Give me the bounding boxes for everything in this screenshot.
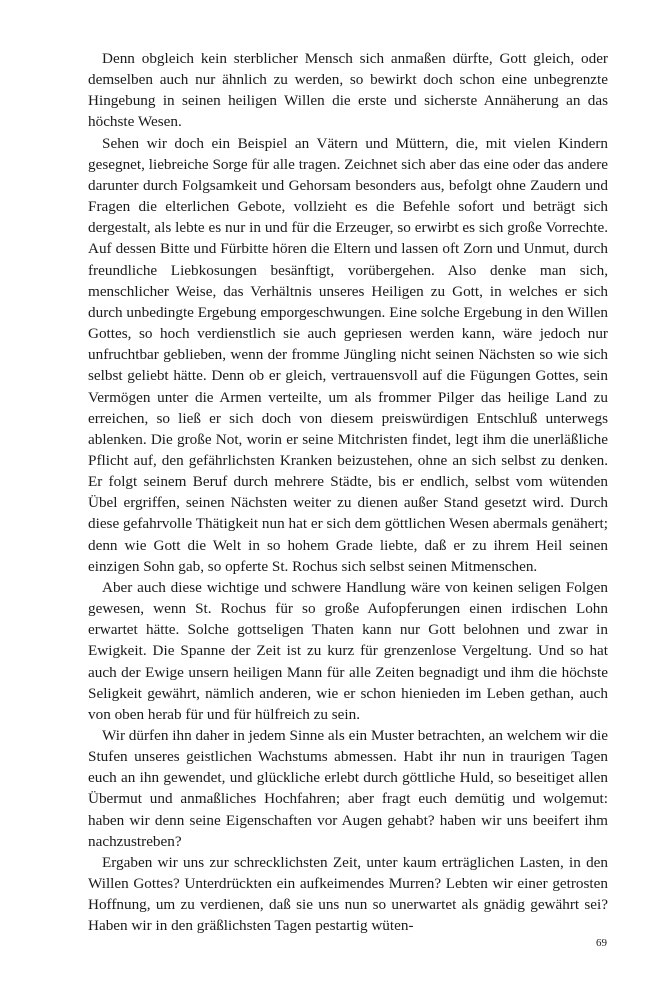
paragraph-1: Denn obgleich kein sterblicher Mensch sich anmaßen dürfte, Gott gleich, oder demselben auch nur ähnlich zu werden, so bewirkt doch schon eine unbegrenzte Hingebung in seinen heiligen Willen die erste und sicherste Annäherung an das höchste Wesen. — [88, 50, 608, 131]
page-body — [88, 48, 608, 937]
paragraph-4: Wir dürfen ihn daher in jedem Sinne als ein Muster betrachten, an welchem wir die Stufen unseres geistlichen Wachstums abmessen. Habt ihr nun in traurigen Tagen euch an ihn gewendet, und glückliche erlebt durch göttliche Huld, so beseitiget allen Übermut und anmaßliches Hochfahren; aber fragt euch demütig und wolgemut: haben wir denn seine Eigenschaften vor Augen gehabt? haben wir uns beeifert ihm nachzustreben? — [88, 727, 608, 850]
paragraph-5: Ergaben wir uns zur schrecklichsten Zeit, unter kaum erträglichen Lasten, in den Willen Gottes? Unterdrückten ein aufkeimendes Murren? Lebten wir einer getrosten Hoffnung, um zu verdienen, daß sie uns nun so unerwartet als gnädig gewährt sei? Haben wir in den gräßlichsten Tagen pestartig wüten- — [88, 853, 608, 935]
paragraph-3: Aber auch diese wichtige und schwere Handlung wäre von keinen seligen Folgen gewesen, wenn St. Rochus für so große Aufopferungen einen irdischen Lohn erwartet hätte. Solche gottseligen Thaten kann nur Gott belohnen und zwar in Ewigkeit. Die Spanne der Zeit ist zu kurz für grenzenlose Vergeltung. Und so hat auch der Ewige unsern heiligen Mann für alle Zeiten begnadigt und ihm die höchste Seligkeit gewährt, nämlich anderen, wie er schon hienieden im Leben gethan, auch von oben herab für und für hülfreich zu sein. — [88, 578, 608, 723]
paragraph-2: Sehen wir doch ein Beispiel an Vätern und Müttern, die, mit vielen Kindern gesegnet, liebreiche Sorge für alle tragen. Zeichnet sich aber das eine oder das andere darunter durch Folgsamkeit und Gehorsam besonders aus, befolgt ohne Zaudern und Fragen die elterlichen Gebote, vollzieht es die Befehle sofort und beträgt sich dergestalt, als lebte es nur in und für die Erzeuger, so erwirbt es sich große Vorrechte. Auf dessen Bitte und Fürbitte hören die Eltern und lassen oft Zorn und Unmut, durch freundliche Liebkosungen besänftigt, vorübergehen. Also denke man sich, menschlicher Weise, das Verhältnis unseres Heiligen zu Gott, in welches er sich durch unbedingte Ergebung emporgeschwungen. Eine solche Ergebung in den Willen Gottes, so hoch verdienstlich sie auch gepriesen werden kann, wäre jedoch nur unfruchtbar geblieben, wenn der fromme Jüngling nicht seinen Nächsten so wie sich selbst geliebt hätte. Denn ob er gleich, vertrauensvoll auf die Fügungen Gottes, sein Vermögen unter die Armen verteilte, um als frommer Pilger das heilige Land zu erreichen, so ließ er sich doch von diesem preiswürdigen Entschluß unterwegs ablenken. Die große Not, worin er seine Mitchristen findet, legt ihm die unerläßliche Pflicht auf, den gefährlichsten Kranken beizustehen, ohne an sich selbst zu denken. Er folgt seinem Beruf durch mehrere Städte, bis er endlich, selbst vom wütenden Übel ergriffen, seinen Nächsten weiter zu dienen außer Stand gesetzt wird. Durch diese gefahrvolle Thätigkeit nun hat er sich dem göttlichen Wesen abermals genähert; denn wie Gott die Welt in so hohem Grade liebte, daß er zu ihrem Heil seinen einzigen Sohn gab, so opferte St. Rochus sich selbst seinen Mitmenschen. — [88, 134, 608, 575]
page-number: 69 — [596, 937, 607, 949]
